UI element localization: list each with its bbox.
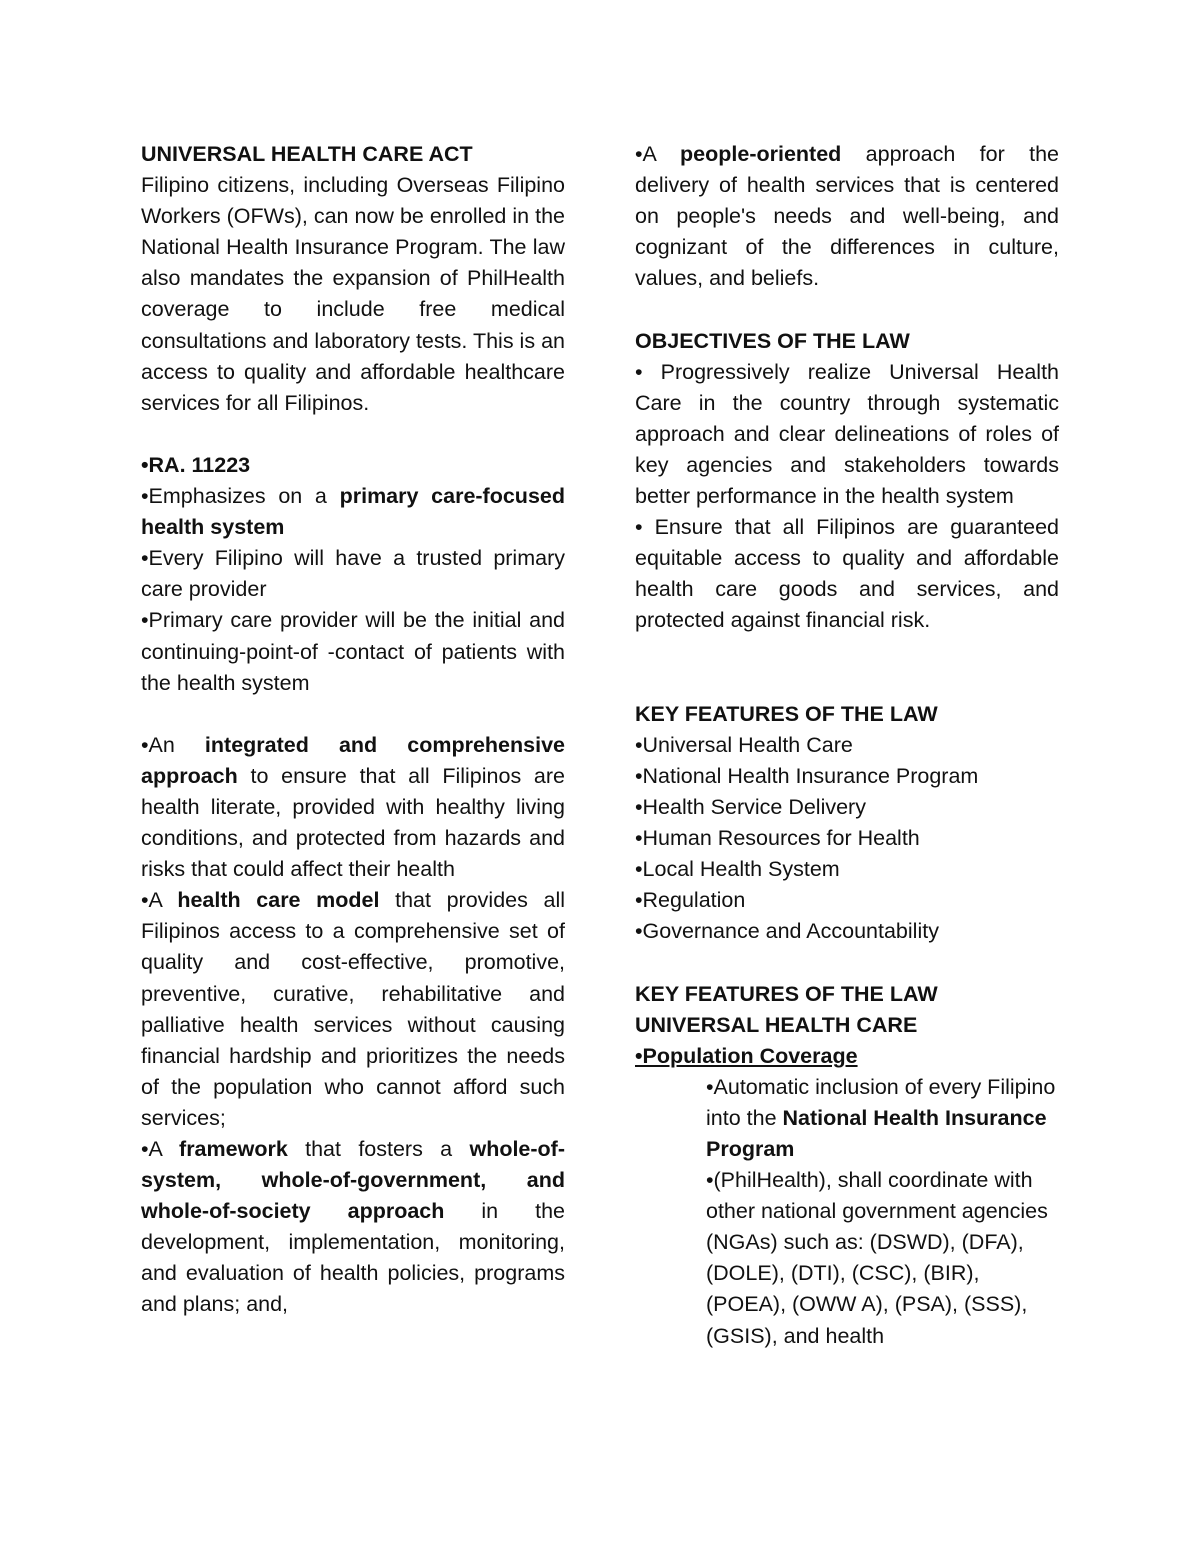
bullet-bold-text: whole-of-system, whole-of-government, and whole-of-society approach (141, 1137, 566, 1224)
bullet-bold-text: primary care-focused health system (141, 484, 565, 540)
objective-item: • Progressively realize Universal Health Care in the country through systematic approach and clear delineations of roles of key agencies and stakeholders towards better performance in the health system (635, 359, 1059, 509)
key-feature-item: •National Health Insurance Program (635, 763, 979, 788)
key-feature-item: •Regulation (635, 888, 746, 913)
spacer (141, 699, 565, 730)
bullet-text: approach for the delivery of health services that is centered on people's needs and well-being, and cognizant of the differences in culture, values, and beliefs. (635, 142, 1060, 291)
bullet-text: that fosters a (287, 1137, 470, 1161)
bullet-people-oriented (635, 139, 1059, 294)
bullet-text: •A (141, 888, 178, 913)
bullet-bold-text: health care model (177, 888, 380, 913)
uhc-heading: UNIVERSAL HEALTH CARE (635, 1012, 918, 1037)
spacer (635, 637, 1059, 699)
key-feature-item: •Local Health System (635, 857, 840, 882)
spacer (141, 419, 565, 450)
bullet-trusted-provider: •Every Filipino will have a trusted primary care provider (141, 546, 565, 602)
bullet-text: •Automatic inclusion of every Filipino into the (706, 1074, 1056, 1130)
intro-paragraph: Filipino citizens, including Overseas Filipino Workers (OFWs), can now be enrolled in the National Health Insurance Program. The law also mandates the expansion of PhilHealth coverage to include free medical consultations and laboratory tests. This is an access to quality and affordable healthcare services for all Filipinos. (141, 173, 565, 415)
bullet-text: •An (141, 732, 205, 757)
population-coverage-heading: •Population Coverage (635, 1043, 858, 1068)
key-feature-item: •Governance and Accountability (635, 919, 939, 944)
ra-heading: •RA. 11223 (141, 452, 251, 477)
document-title: UNIVERSAL HEALTH CARE ACT (141, 142, 473, 166)
bullet-text: •A (141, 1137, 180, 1161)
coverage-item: •(PhilHealth), shall coordinate with other national government agencies (NGAs) such as: (DSWD), (DFA), (DOLE), (DTI), (CSC), (BIR), (POEA), (OWW A), (PSA), (SSS), (GSIS), and health (706, 1168, 1048, 1348)
population-coverage-details (635, 1072, 1059, 1352)
bullet-text: •Emphasizes on a (141, 484, 340, 509)
bullet-integrated-approach (141, 730, 565, 885)
bullet-text: •A (635, 142, 681, 166)
right-column (635, 139, 1059, 1352)
key-features-heading-2: KEY FEATURES OF THE LAW (635, 981, 938, 1006)
bullet-bold-text: National Health Insurance Program (706, 1105, 1047, 1161)
key-feature-item: •Health Service Delivery (635, 794, 866, 819)
key-features-heading: KEY FEATURES OF THE LAW (635, 701, 938, 726)
bullet-health-care-model (141, 885, 565, 1134)
bullet-primary-care (141, 481, 565, 543)
left-column (141, 139, 565, 1321)
bullet-text: in the development, implementation, monitoring, and evaluation of health policies, programs and plans; and, (141, 1199, 565, 1317)
bullet-text: to ensure that all Filipinos are health literate, provided with healthy living conditions, and protected from hazards and risks that could affect their health (141, 763, 565, 882)
bullet-framework (141, 1134, 565, 1321)
bullet-bold-text: integrated and comprehensive approach (141, 732, 565, 788)
bullet-bold-text: people-oriented (680, 142, 842, 166)
spacer (635, 294, 1059, 325)
bullet-bold-text: framework (179, 1137, 288, 1161)
objectives-heading: OBJECTIVES OF THE LAW (635, 328, 910, 353)
key-feature-item: •Human Resources for Health (635, 826, 920, 851)
objective-item: • Ensure that all Filipinos are guaranteed equitable access to quality and affordable health care goods and services, and protected against financial risk. (635, 515, 1059, 633)
bullet-initial-contact: •Primary care provider will be the initial and continuing-point-of -contact of patients with the health system (141, 608, 565, 695)
bullet-text: that provides all Filipinos access to a comprehensive set of quality and cost-effective, promotive, preventive, curative, rehabilitative and palliative health services without causing financial hardship and prioritizes the needs of the population who cannot afford such services; (141, 888, 566, 1130)
coverage-item (706, 1072, 1059, 1165)
spacer (635, 947, 1059, 978)
key-feature-item: •Universal Health Care (635, 732, 853, 757)
